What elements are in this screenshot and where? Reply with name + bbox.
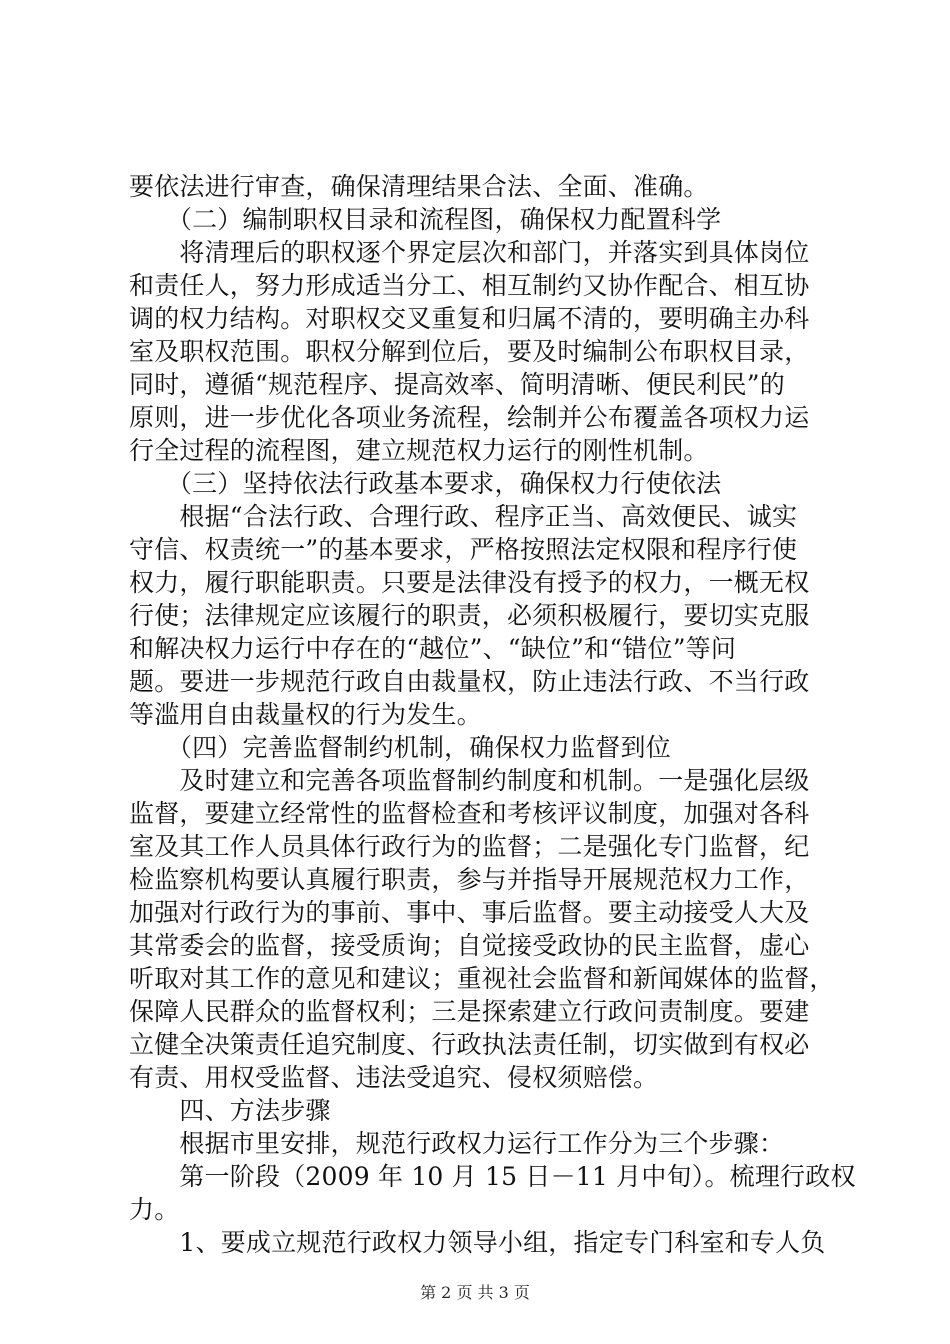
body-text-line: 守信、权责统一”的基本要求，严格按照法定权限和程序行使 bbox=[129, 535, 798, 564]
body-text-line: 监督，要建立经常性的监督检查和考核评议制度，加强对各科 bbox=[129, 799, 810, 828]
section-heading-2: （二）编制职权目录和流程图，确保权力配置科学 bbox=[129, 205, 722, 234]
body-text-line: 题。要进一步规范行政自由裁量权，防止违法行政、不当行政 bbox=[129, 667, 810, 696]
body-text-line: 及时建立和完善各项监督制约制度和机制。一是强化层级 bbox=[129, 766, 810, 795]
body-text-line: 调的权力结构。对职权交叉重复和归属不清的，要明确主办科 bbox=[129, 304, 810, 333]
body-text-line: 要依法进行审查，确保清理结果合法、全面、准确。 bbox=[129, 172, 709, 201]
section-heading-3: （三）坚持依法行政基本要求，确保权力行使依法 bbox=[129, 469, 722, 498]
body-text-line: 和责任人，努力形成适当分工、相互制约又协作配合、相互协 bbox=[129, 271, 810, 300]
body-text-line: 保障人民群众的监督权利；三是探索建立行政问责制度。要建 bbox=[129, 997, 810, 1026]
page-number-footer: 第 2 页 共 3 页 bbox=[420, 1283, 530, 1302]
body-text-line: 将清理后的职权逐个界定层次和部门，并落实到具体岗位 bbox=[129, 238, 810, 267]
body-text-line: 等滥用自由裁量权的行为发生。 bbox=[129, 700, 482, 729]
body-text-line: 其常委会的监督，接受质询；自觉接受政协的民主监督，虚心 bbox=[129, 931, 810, 960]
body-text-line: 听取对其工作的意见和建议；重视社会监督和新闻媒体的监督， bbox=[129, 964, 835, 993]
body-text-line: 原则，进一步优化各项业务流程，绘制并公布覆盖各项权力运 bbox=[129, 403, 810, 432]
body-text-line: 加强对行政行为的事前、事中、事后监督。要主动接受人大及 bbox=[129, 898, 810, 927]
section-heading-methods: 四、方法步骤 bbox=[129, 1096, 331, 1125]
body-text-line: 行全过程的流程图，建立规范权力运行的刚性机制。 bbox=[129, 436, 709, 465]
body-text-line: 权力，履行职能职责。只要是法律没有授予的权力，一概无权 bbox=[129, 568, 810, 597]
body-text-line: 有责、用权受监督、违法受追究、侵权须赔偿。 bbox=[129, 1063, 659, 1092]
section-heading-4: （四）完善监督制约机制，确保权力监督到位 bbox=[129, 733, 671, 762]
body-text-line: 立健全决策责任追究制度、行政执法责任制，切实做到有权必 bbox=[129, 1030, 810, 1059]
body-text-line: 室及其工作人员具体行政行为的监督；二是强化专门监督，纪 bbox=[129, 832, 810, 861]
body-text-line: 同时，遵循“规范程序、提高效率、简明清晰、便民利民”的 bbox=[129, 370, 785, 399]
body-text-line: 行使；法律规定应该履行的职责，必须积极履行，要切实克服 bbox=[129, 601, 810, 630]
body-text-line: 室及职权范围。职权分解到位后，要及时编制公布职权目录， bbox=[129, 337, 810, 366]
body-text-line: 力。 bbox=[129, 1195, 180, 1224]
body-text-line: 1、要成立规范行政权力领导小组，指定专门科室和专人负 bbox=[129, 1228, 826, 1257]
body-text-line: 和解决权力运行中存在的“越位”、“缺位”和“错位”等问 bbox=[129, 634, 737, 663]
body-text-line: 根据“合法行政、合理行政、程序正当、高效便民、诚实 bbox=[129, 502, 798, 531]
body-text-line: 检监察机构要认真履行职责，参与并指导开展规范权力工作， bbox=[129, 865, 810, 894]
body-text-line: 根据市里安排，规范行政权力运行工作分为三个步骤： bbox=[129, 1129, 785, 1158]
body-text-line: 第一阶段（2009 年 10 月 15 日－11 月中旬）。梳理行政权 bbox=[129, 1162, 856, 1191]
